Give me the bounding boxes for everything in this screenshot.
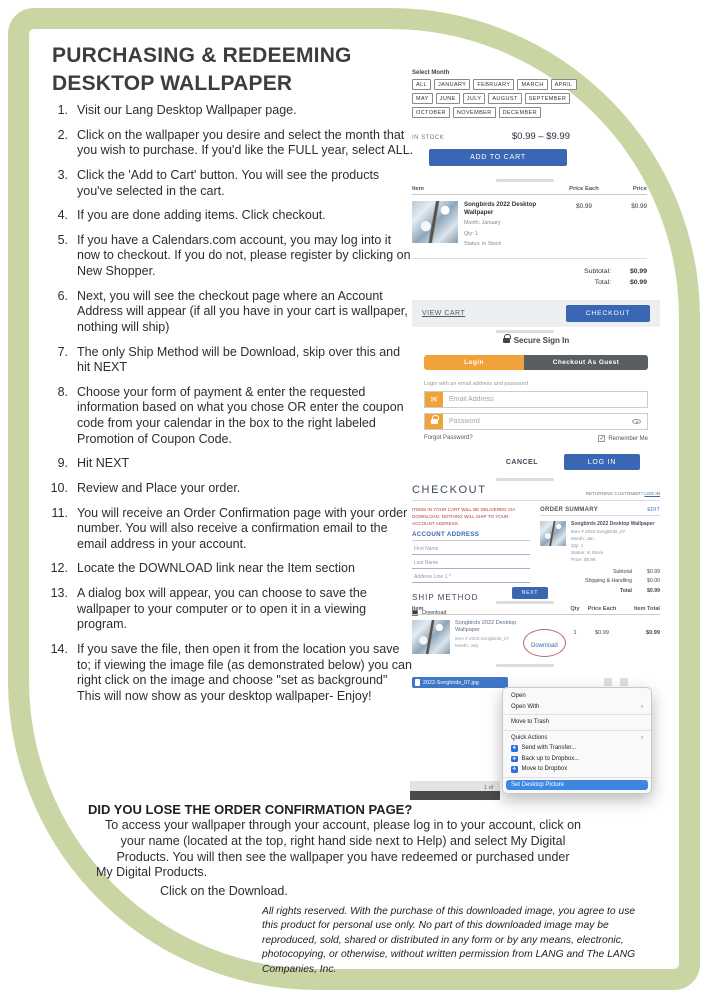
cart-header-item: Item <box>412 186 424 192</box>
menu-item-label: Move to Trash <box>511 719 550 726</box>
secure-sign-in-panel <box>412 336 660 470</box>
section-separator <box>496 478 554 481</box>
selected-filename: 2022-Songbirds_07.jpg <box>423 679 479 686</box>
price-range: $0.99 – $9.99 <box>511 131 570 142</box>
menu-item-label: Open With <box>511 703 540 710</box>
checkout-panel <box>412 484 660 616</box>
password-field[interactable] <box>443 414 632 429</box>
submenu-chevron-icon: › <box>640 703 643 711</box>
step-number: 10. <box>50 480 68 495</box>
step-text: Hit NEXT <box>77 456 130 471</box>
month-chip-february[interactable]: FEBRUARY <box>473 79 514 90</box>
step-text: Next, you will see the checkout page where an Account Address will appear (if all you have in your cart is wallpaper, nothing will ship) <box>77 288 408 334</box>
menu-item-move-to-trash[interactable] <box>503 717 651 728</box>
step-7 <box>50 345 414 376</box>
cart-total-row <box>412 277 647 289</box>
lost-body-line: To access your wallpaper through your account, please log in to your account, click on <box>105 818 581 832</box>
returning-log-in-link[interactable]: LOG IN <box>644 491 660 496</box>
step-number: 5. <box>57 232 68 247</box>
menu-item-label: Set Desktop Picture <box>511 781 565 788</box>
order-summary-totals <box>540 568 660 596</box>
summary-line: Status: In Stock <box>571 549 604 555</box>
download-only-warning: ITEMS IN YOUR CART WILL BE DELIVERED VIA DOWNLOAD. NOTHING WILL SHIP TO YOUR ACCOUNT ADDRESS. <box>412 507 515 526</box>
window-control-icon[interactable] <box>604 678 612 686</box>
summary-line: Price: $0.99 <box>571 556 596 562</box>
order-item-price-each: $0.99 <box>595 630 609 636</box>
summary-subtotal-label: Subtotal <box>612 569 632 576</box>
download-option-label: Download <box>422 609 447 616</box>
remember-me-label: Remember Me <box>608 435 648 442</box>
step-number: 13. <box>50 586 68 600</box>
submenu-chevron-icon: › <box>640 734 643 742</box>
cart-item-row <box>412 195 647 254</box>
step-text: The only Ship Method will be Download, skip over this and hit NEXT <box>77 344 401 375</box>
checkout-address-column <box>412 507 530 616</box>
order-item-total: $0.99 <box>646 630 660 636</box>
menu-item-move-to-dropbox[interactable] <box>503 764 651 775</box>
lost-body-line: your name (located at the top, right hand side next to Help) and select My Digital <box>120 833 566 848</box>
file-icon <box>415 679 420 686</box>
summary-subtotal-row <box>540 568 660 577</box>
month-chip-november[interactable]: NOVEMBER <box>453 107 496 118</box>
subtotal-label: Subtotal: <box>584 267 611 275</box>
cart-item-name: Songbirds 2022 Desktop Wallpaper <box>464 201 537 217</box>
order-summary-header <box>540 507 660 516</box>
month-chip-january[interactable]: JANUARY <box>434 79 470 90</box>
summary-total-label: Total <box>619 587 632 594</box>
step-number: 12. <box>50 561 68 576</box>
finder-screenshot-panel <box>412 672 660 808</box>
step-text: You will receive an Order Confirmation page with your order number. You will also receive a confirmation email to the email address in your account. <box>77 505 408 551</box>
order-item-row <box>412 615 660 657</box>
step-13 <box>50 586 414 633</box>
page-title-line1: PURCHASING & REDEEMING <box>52 44 352 67</box>
cart-item-month: Month: January <box>464 220 501 227</box>
step-9 <box>50 456 414 472</box>
menu-item-quick-actions[interactable] <box>503 733 651 744</box>
checkout-header <box>412 484 660 496</box>
step-4 <box>50 208 414 224</box>
step-5 <box>50 233 414 280</box>
order-header-item: Item <box>412 606 424 612</box>
order-summary-item <box>540 521 660 563</box>
summary-line: Month: Jan <box>571 535 594 541</box>
month-chip-december[interactable]: DECEMBER <box>499 107 541 118</box>
order-item-line: Item # 2022-Songbirds_07 <box>455 635 510 641</box>
log-in-button[interactable]: LOG IN <box>564 454 640 470</box>
month-chip-row <box>412 107 660 118</box>
cart-panel <box>412 186 660 327</box>
cart-item-status: Status: In Stock <box>464 241 502 248</box>
order-item-line: Month: July <box>455 642 479 648</box>
download-link-area <box>523 629 566 657</box>
page-title-line2: DESKTOP WALLPAPER <box>52 71 293 95</box>
instruction-steps <box>50 103 414 713</box>
summary-line: Item # 2022-Songbirds_07 <box>571 528 626 534</box>
account-address-heading: ACCOUNT ADDRESS <box>412 531 530 541</box>
product-selection-panel <box>412 70 660 166</box>
dropbox-icon: ❖ <box>512 745 517 751</box>
cart-header-price: Price <box>632 186 647 192</box>
cart-item-price: $0.99 <box>631 203 647 210</box>
checkout-title: CHECKOUT <box>412 484 487 496</box>
address-line-field[interactable]: Address Line 1 * <box>412 569 530 583</box>
step-number: 11. <box>51 505 68 520</box>
click-download-note: Click on the Download. <box>160 884 288 898</box>
menu-item-send-with-transfer[interactable] <box>503 743 651 754</box>
month-chip-april[interactable]: APRIL <box>551 79 577 90</box>
login-hint: Login with an email address and password <box>424 381 528 387</box>
month-chip-august[interactable]: AUGUST <box>488 93 521 104</box>
lost-confirmation-body <box>54 818 632 881</box>
stock-price-row <box>412 131 570 142</box>
step-11 <box>50 506 414 553</box>
cart-item-info <box>464 201 561 249</box>
menu-item-label: Back up to Dropbox... <box>521 755 580 762</box>
selected-file-row[interactable] <box>412 677 508 688</box>
tab-login[interactable]: Login <box>424 355 524 370</box>
step-8 <box>50 385 414 448</box>
lost-confirmation-heading: DID YOU LOSE THE ORDER CONFIRMATION PAGE? <box>88 802 413 817</box>
step-number: 4. <box>57 208 68 223</box>
month-chip-may[interactable]: MAY <box>412 93 433 104</box>
secure-sign-in-title <box>412 336 660 345</box>
next-button[interactable]: NEXT <box>512 587 548 599</box>
ship-method-heading: SHIP METHOD <box>412 592 479 602</box>
subtotal-value: $0.99 <box>629 267 647 275</box>
step-text: If you save the file, then open it from the location you save to; if viewing the image file (as demonstrated below) you can right click on the image and choose "set as background" This will now show as your desktop wallpaper- Enjoy! <box>77 641 412 703</box>
stock-status: IN STOCK <box>412 135 445 141</box>
cart-divider <box>412 258 647 259</box>
step-text: If you have a Calendars.com account, you may log into it now to checkout. If you do not, please register by clicking on New Shopper. <box>77 232 411 278</box>
download-link[interactable]: Download <box>531 643 558 649</box>
month-chip-row <box>412 93 660 104</box>
dropbox-icon: ❖ <box>512 755 517 761</box>
menu-item-back-up-to-dropbox[interactable] <box>503 754 651 765</box>
order-summary-column <box>540 507 660 616</box>
order-item-panel <box>412 606 660 657</box>
menu-item-label: Quick Actions <box>511 734 548 741</box>
product-thumbnail <box>412 201 458 243</box>
tab-checkout-as-guest[interactable]: Checkout As Guest <box>524 355 648 370</box>
forgot-password-link[interactable]: Forgot Password? <box>424 435 473 441</box>
section-separator <box>496 664 554 667</box>
window-control-icon[interactable] <box>620 678 628 686</box>
checkout-button[interactable]: CHECKOUT <box>566 305 650 322</box>
step-text: Choose your form of payment & enter the requested information based on what you chose OR enter the coupon code from your calendar in the box to the right labeled Promotion of Coupon Code. <box>77 384 404 446</box>
page-indicator: 1 of <box>484 785 494 791</box>
download-highlight-circle <box>523 629 566 657</box>
lock-icon <box>431 419 438 424</box>
returning-customer-label: RETURNING CUSTOMER? <box>585 491 644 496</box>
summary-total-value: $0.99 <box>647 587 660 594</box>
step-number: 6. <box>57 288 68 303</box>
month-chip-july[interactable]: JULY <box>463 93 486 104</box>
step-text: If you are done adding items. Click checkout. <box>77 208 326 223</box>
menu-item-set-desktop-picture[interactable] <box>506 780 648 791</box>
product-thumbnail <box>412 620 450 654</box>
show-password-eye-icon[interactable] <box>632 419 641 424</box>
total-value: $0.99 <box>629 279 647 287</box>
month-chip-march[interactable]: MARCH <box>517 79 547 90</box>
step-text: Click the 'Add to Cart' button. You will see the products you've selected in the cart. <box>77 167 380 198</box>
edit-link[interactable]: EDIT <box>647 507 660 513</box>
order-item-qty: 1 <box>573 630 577 636</box>
month-chip-row <box>412 79 660 90</box>
secure-sign-in-label: Secure Sign In <box>513 336 570 345</box>
summary-shipping-label: Shipping & Handling <box>584 578 632 585</box>
sign-in-tabs <box>424 355 648 370</box>
month-chip-june[interactable]: JUNE <box>436 93 460 104</box>
step-3 <box>50 168 414 199</box>
order-header-item-total: Item Total <box>633 606 660 612</box>
order-table-header <box>412 606 660 615</box>
step-text: A dialog box will appear, you can choose to save the wallpaper to your computer or to open it in a viewing program. <box>77 586 367 632</box>
first-name-field[interactable]: First Name <box>412 541 530 555</box>
summary-item-name: Songbirds 2022 Desktop Wallpaper <box>571 521 655 527</box>
menu-separator <box>503 714 651 715</box>
select-month-label: Select Month <box>412 70 450 76</box>
sign-in-actions <box>412 454 640 470</box>
order-item-name: Songbirds 2022 Desktop Wallpaper <box>455 620 517 634</box>
cart-item-qty: Qty: 1 <box>464 230 479 237</box>
step-6 <box>50 289 414 336</box>
step-2 <box>50 128 414 159</box>
month-chip-all[interactable]: ALL <box>412 79 431 90</box>
step-number: 2. <box>57 127 68 142</box>
checkout-columns <box>412 507 660 616</box>
last-name-field[interactable]: Last Name <box>412 555 530 569</box>
view-cart-link[interactable]: VIEW CART <box>422 309 466 317</box>
cart-subtotal-row <box>412 266 647 278</box>
order-item-info <box>455 620 521 649</box>
legal-text: All rights reserved. With the purchase of this downloaded image, you agree to use this product for personal use only. No part of this downloaded image may be reproduced, sold, shared or distributed in any form or by any means, electronic, photocopying, or otherwise, without written permission from LANG and The LANG Companies, Inc. <box>262 906 636 975</box>
product-thumbnail <box>540 521 566 546</box>
order-header-qty: Qty <box>570 606 580 612</box>
cart-header-price-each: Price Each <box>569 186 599 192</box>
summary-line: Qty: 1 <box>571 542 584 548</box>
order-header-price-each: Price Each <box>587 606 617 612</box>
menu-item-label: Open <box>511 693 526 700</box>
summary-shipping-value: $0.00 <box>647 578 660 585</box>
step-text: Locate the DOWNLOAD link near the Item section <box>77 561 355 576</box>
remember-me-checkbox[interactable]: ✓ <box>599 436 605 442</box>
order-summary-details <box>571 521 654 563</box>
step-number: 1. <box>57 103 68 117</box>
lost-body-line: Products. You will then see the wallpaper you have redeemed or purchased under <box>116 849 570 864</box>
checkout-divider <box>412 500 660 501</box>
forgot-remember-row <box>424 435 648 442</box>
section-separator <box>496 601 554 604</box>
email-field-row <box>424 391 648 408</box>
window-bottom-bar <box>410 791 500 800</box>
cancel-button[interactable]: CANCEL <box>505 458 538 466</box>
step-text: Review and Place your order. <box>77 480 241 495</box>
cart-action-bar <box>412 300 660 327</box>
menu-separator <box>503 730 651 731</box>
dropbox-icon: ❖ <box>512 766 517 772</box>
add-to-cart-button[interactable]: ADD TO CART <box>429 149 567 166</box>
page-title <box>52 42 352 97</box>
email-icon: ✉ <box>425 392 443 407</box>
password-field-row <box>424 413 648 430</box>
step-number: 14. <box>50 641 68 656</box>
email-field[interactable] <box>443 392 647 407</box>
lock-icon <box>503 338 510 343</box>
step-1 <box>50 103 414 119</box>
step-number: 3. <box>57 167 68 182</box>
step-number: 9. <box>57 456 68 471</box>
step-text: Click on the wallpaper you desire and select the month that you wish to purchase. If you'd like the FULL year, select ALL. <box>77 127 414 158</box>
password-lock-icon <box>425 414 443 429</box>
menu-separator <box>503 777 651 778</box>
step-10 <box>50 481 414 497</box>
lost-body-line: My Digital Products. <box>96 865 208 880</box>
menu-item-label: Move to Dropbox <box>521 766 568 773</box>
section-separator <box>496 330 554 333</box>
step-number: 7. <box>57 344 68 359</box>
menu-item-open[interactable] <box>503 691 651 702</box>
month-chip-october[interactable]: OCTOBER <box>412 107 450 118</box>
step-text: Visit our Lang Desktop Wallpaper page. <box>77 103 297 117</box>
summary-subtotal-value: $0.99 <box>647 569 660 576</box>
returning-customer <box>586 491 660 496</box>
section-separator <box>496 179 554 182</box>
menu-item-label: Send with Transfer... <box>521 745 577 752</box>
step-14 <box>50 642 414 705</box>
total-label: Total: <box>594 279 611 287</box>
menu-item-open-with[interactable] <box>503 702 651 713</box>
month-chip-september[interactable]: SEPTEMBER <box>525 93 571 104</box>
cart-table-header <box>412 186 647 195</box>
summary-shipping-row <box>540 577 660 586</box>
cart-item-price-each: $0.99 <box>576 203 592 210</box>
step-number: 8. <box>57 384 68 399</box>
remember-me[interactable] <box>598 435 648 442</box>
step-12 <box>50 561 414 577</box>
context-menu <box>502 687 652 794</box>
order-summary-label: ORDER SUMMARY <box>540 507 599 513</box>
summary-total-row <box>540 587 660 596</box>
